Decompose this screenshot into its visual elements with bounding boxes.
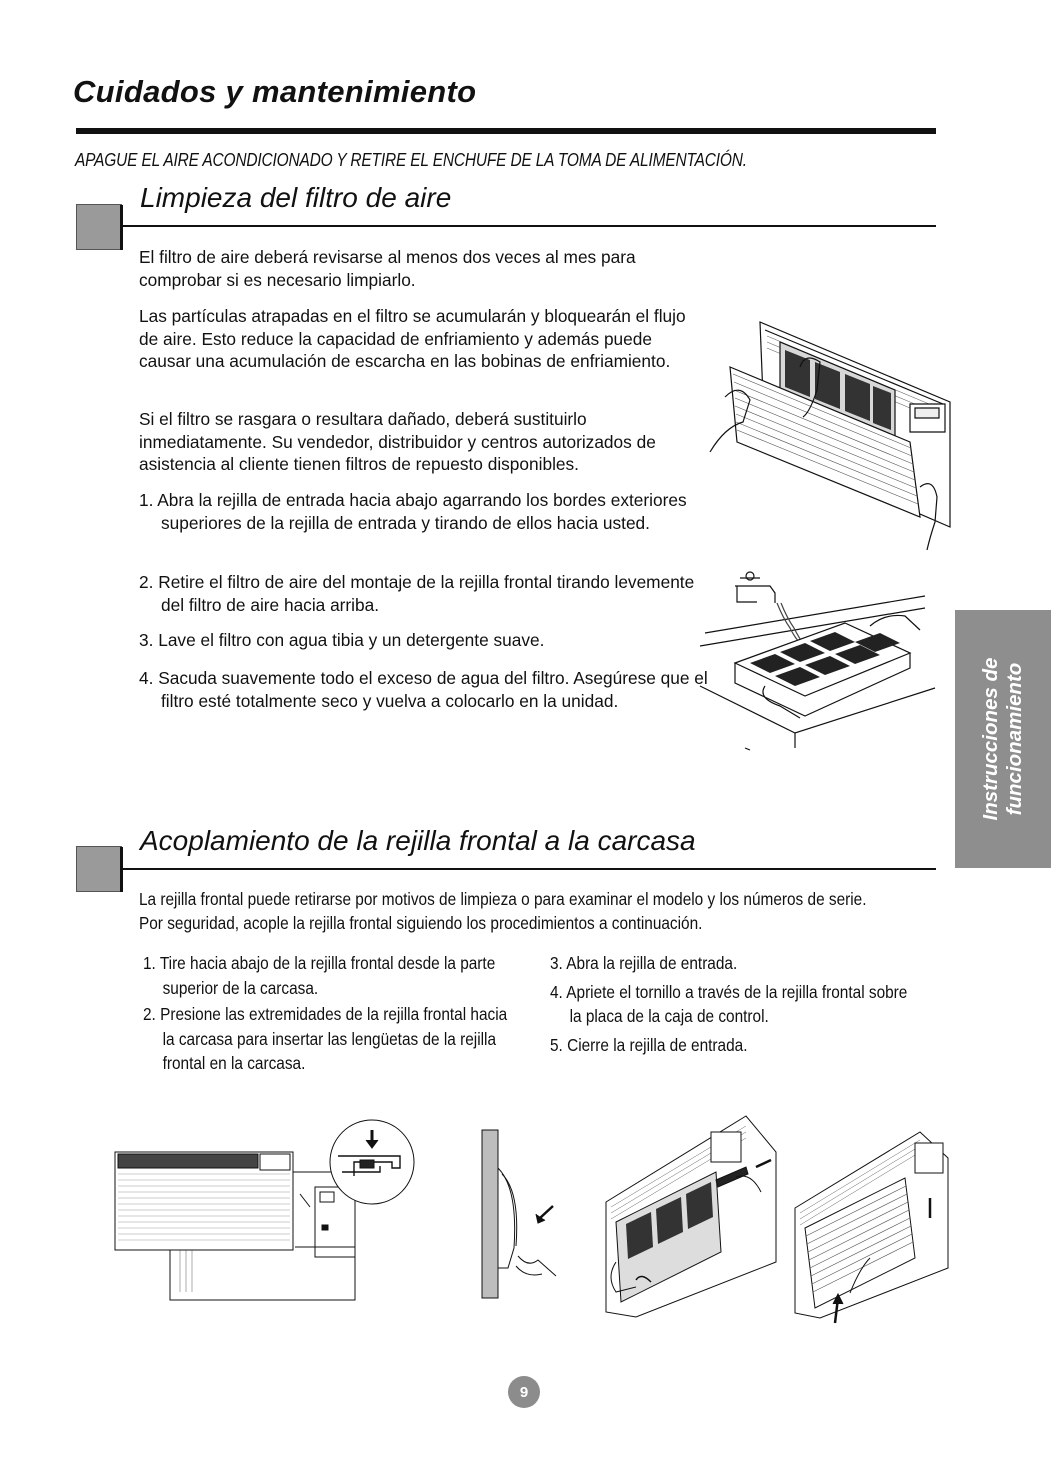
page-title: Cuidados y mantenimiento (73, 74, 477, 109)
step-item: 2. Presione las extremidades de la rejilla frontal hacia la carcasa para insertar las lengüetas de la rejilla frontal en la carcasa. (143, 1004, 508, 1073)
section-marker-tick (120, 205, 123, 250)
step-item: 1. Tire hacia abajo de la rejilla frontal desde la parte superior de la carcasa. (143, 953, 496, 998)
step-item: 4. Apriete el tornillo a través de la rejilla frontal sobre la placa de la caja de control. (550, 981, 908, 1026)
section-marker-box (76, 204, 122, 250)
warning-text: APAGUE EL AIRE ACONDICIONADO Y RETIRE EL ENCHUFE DE LA TOMA DE ALIMENTACIÓN. (75, 150, 747, 170)
intro-line: La rejilla frontal puede retirarse por motivos de limpieza o para examinar el modelo y los números de serie. (139, 889, 867, 909)
step-item: 3. Abra la rejilla de entrada. (550, 953, 738, 973)
section-rule (121, 868, 936, 870)
paragraph: Las partículas atrapadas en el filtro se acumularán y bloquearán el flujo de aire. Esto reduce la capacidad de enfriamiento y además puede causar una acumulación de escarcha en las bobinas de enfriamiento. (139, 306, 686, 371)
step-item: 5. Cierre la rejilla de entrada. (550, 1034, 748, 1055)
chassis-attachment-illustration (110, 1112, 420, 1304)
paragraph: El filtro de aire deberá revisarse al menos dos veces al mes para comprobar si es necesario limpiarlo. (139, 247, 636, 290)
side-tab-line2: funcionamiento (1003, 662, 1026, 816)
inlet-grille-close-illustration (790, 1128, 955, 1328)
section-heading-grille: Acoplamiento de la rejilla frontal a la carcasa (140, 825, 696, 856)
step-item: 4. Sacuda suavemente todo el exceso de agua del filtro. Asegúrese que el filtro esté totalmente seco y vuelva a colocarlo en la unidad. (139, 668, 708, 711)
side-tab (955, 610, 1051, 868)
section-marker-box (76, 846, 122, 892)
intro-line: Por seguridad, acople la rejilla frontal siguiendo los procedimientos a continuación. (139, 913, 703, 933)
side-view-illustration (478, 1128, 568, 1300)
side-tab-line1: Instrucciones de (979, 657, 1002, 821)
page-number: 9 (508, 1376, 540, 1408)
inlet-grille-open-illustration (596, 1112, 781, 1324)
step-item: 3. Lave el filtro con agua tibia y un detergente suave. (139, 630, 545, 650)
step-item: 2. Retire el filtro de aire del montaje de la rejilla frontal tirando levemente del filtro de aire hacia arriba. (139, 572, 695, 615)
paragraph: Si el filtro se rasgara o resultara dañado, deberá sustituirlo inmediatamente. Su vendedor, distribuidor y centros autorizados de asistencia al cliente tienen filtros de repuesto disponibles. (139, 409, 656, 474)
section-heading-filter: Limpieza del filtro de aire (140, 182, 452, 213)
filter-washing-illustration (695, 568, 940, 750)
filter-removal-illustration (705, 312, 960, 552)
step-item: 1. Abra la rejilla de entrada hacia abajo agarrando los bordes exteriores superiores de la rejilla de entrada y tirando de ellos hacia usted. (139, 490, 687, 533)
section-rule (121, 225, 936, 227)
title-rule (76, 128, 936, 134)
